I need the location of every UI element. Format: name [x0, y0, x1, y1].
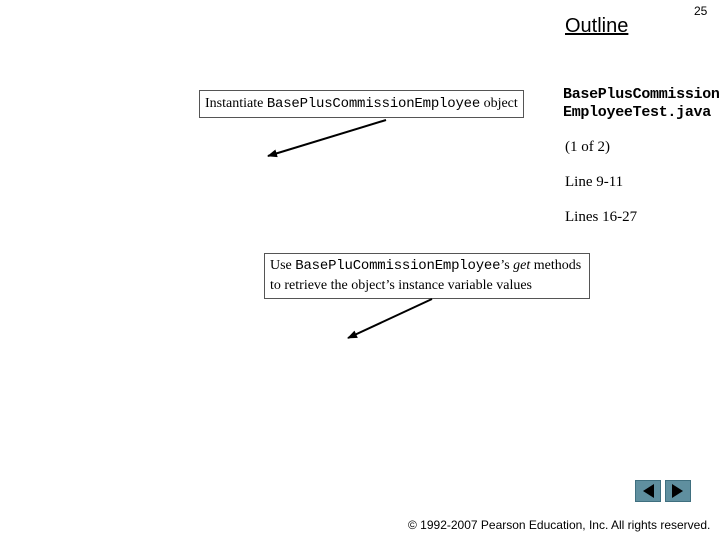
part-indicator: (1 of 2)	[565, 139, 610, 155]
triangle-right-icon	[666, 481, 690, 501]
next-slide-button[interactable]	[665, 480, 691, 502]
file-name-line1: BasePlusCommission	[563, 86, 720, 103]
callout-instantiate-code: BasePlusCommissionEmployee	[266, 96, 481, 112]
callout-get-methods-post: ’s	[500, 258, 514, 273]
callout-instantiate-pre: Instantiate	[205, 96, 267, 111]
copyright-footer: © 1992-2007 Pearson Education, Inc. All rights reserved.	[408, 518, 711, 532]
line-reference-2: Lines 16-27	[565, 209, 638, 225]
triangle-left-icon	[636, 481, 660, 501]
previous-slide-button[interactable]	[635, 480, 661, 502]
callout-get-methods-pre: Use	[270, 258, 296, 273]
outline-link[interactable]: Outline	[565, 15, 629, 37]
callout-get-methods-em: get	[513, 258, 531, 273]
callout-instantiate-post: object	[480, 96, 518, 111]
slide-number: 25	[694, 4, 708, 18]
callout-get-methods-code: BasePluCommissionEmployee	[295, 258, 501, 274]
line-reference-1: Line 9-11	[565, 174, 624, 190]
arrow-instantiate	[268, 120, 386, 156]
callout-get-methods-line2: to retrieve the object’s instance variable values	[270, 278, 533, 293]
file-name-line2: EmployeeTest.java	[563, 104, 711, 121]
arrow-get-methods	[348, 299, 432, 338]
callout-get-methods-post2: methods	[530, 258, 582, 273]
